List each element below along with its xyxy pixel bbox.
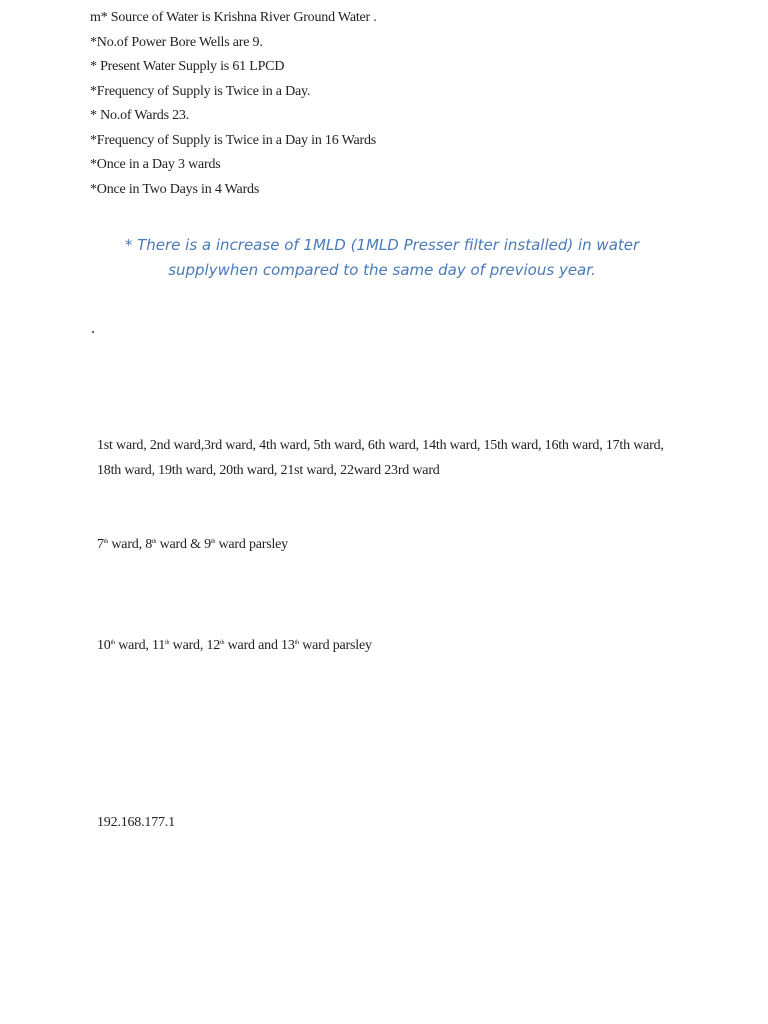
ward-text: ward, [169, 638, 207, 653]
ward-text: ward & [156, 537, 205, 552]
ward-text: ward parsley [215, 537, 288, 552]
ward-text: ward and [224, 638, 282, 653]
highlight-line-2: supplywhen compared to the same day of previous year. [168, 261, 596, 279]
ward-num: 7 [97, 537, 104, 552]
ward-text: ward, [108, 537, 146, 552]
ip-address: 192.168.177.1 [97, 815, 175, 830]
ward-group-3 [97, 637, 372, 654]
ward-num: 12 [206, 638, 221, 653]
highlight-line-1: * There is a increase of 1MLD (1MLD Presser filter installed) in water [124, 236, 640, 254]
bullet-ward-count: * No.of Wards 23. [90, 108, 190, 123]
bullet-water-supply: * Present Water Supply is 61 LPCD [90, 59, 285, 74]
ordinal-suffix: th [103, 539, 109, 545]
ordinal-suffix: th [165, 640, 170, 646]
ward-text: ward, [114, 638, 152, 653]
ordinal-suffix: th [152, 539, 157, 545]
ward-text: ward parsley [298, 638, 372, 653]
bullet-water-source: m* Source of Water is Krishna River Ground Water . [90, 10, 377, 25]
bullet-bore-wells: *No.of Power Bore Wells are 9. [90, 35, 263, 50]
bullet-supply-frequency: *Frequency of Supply is Twice in a Day. [90, 84, 311, 99]
bullet-twice-daily-wards: *Frequency of Supply is Twice in a Day in 16 Wards [90, 133, 376, 148]
bullet-two-days-wards: *Once in Two Days in 4 Wards [90, 182, 260, 197]
stray-period: . [91, 320, 95, 337]
bullet-once-daily-wards: *Once in a Day 3 wards [90, 157, 221, 172]
ward-group-2 [97, 536, 288, 553]
highlight-note [96, 233, 668, 283]
ordinal-suffix: th [210, 539, 216, 545]
ward-num: 8 [145, 537, 152, 552]
ward-num: 9 [204, 537, 211, 552]
ward-group-1-line-1: 1st ward, 2nd ward,3rd ward, 4th ward, 5th ward, 6th ward, 14th ward, 15th ward, 16th ward, 17th ward, [97, 438, 664, 453]
ordinal-suffix: th [220, 640, 225, 646]
ordinal-suffix: th [110, 640, 115, 646]
ward-num: 13 [281, 638, 295, 653]
ordinal-suffix: th [294, 640, 299, 646]
ward-group-1-line-2: 18th ward, 19th ward, 20th ward, 21st ward, 22ward 23rd ward [97, 463, 440, 478]
ward-num: 11 [151, 638, 166, 653]
ward-num: 10 [97, 638, 111, 653]
